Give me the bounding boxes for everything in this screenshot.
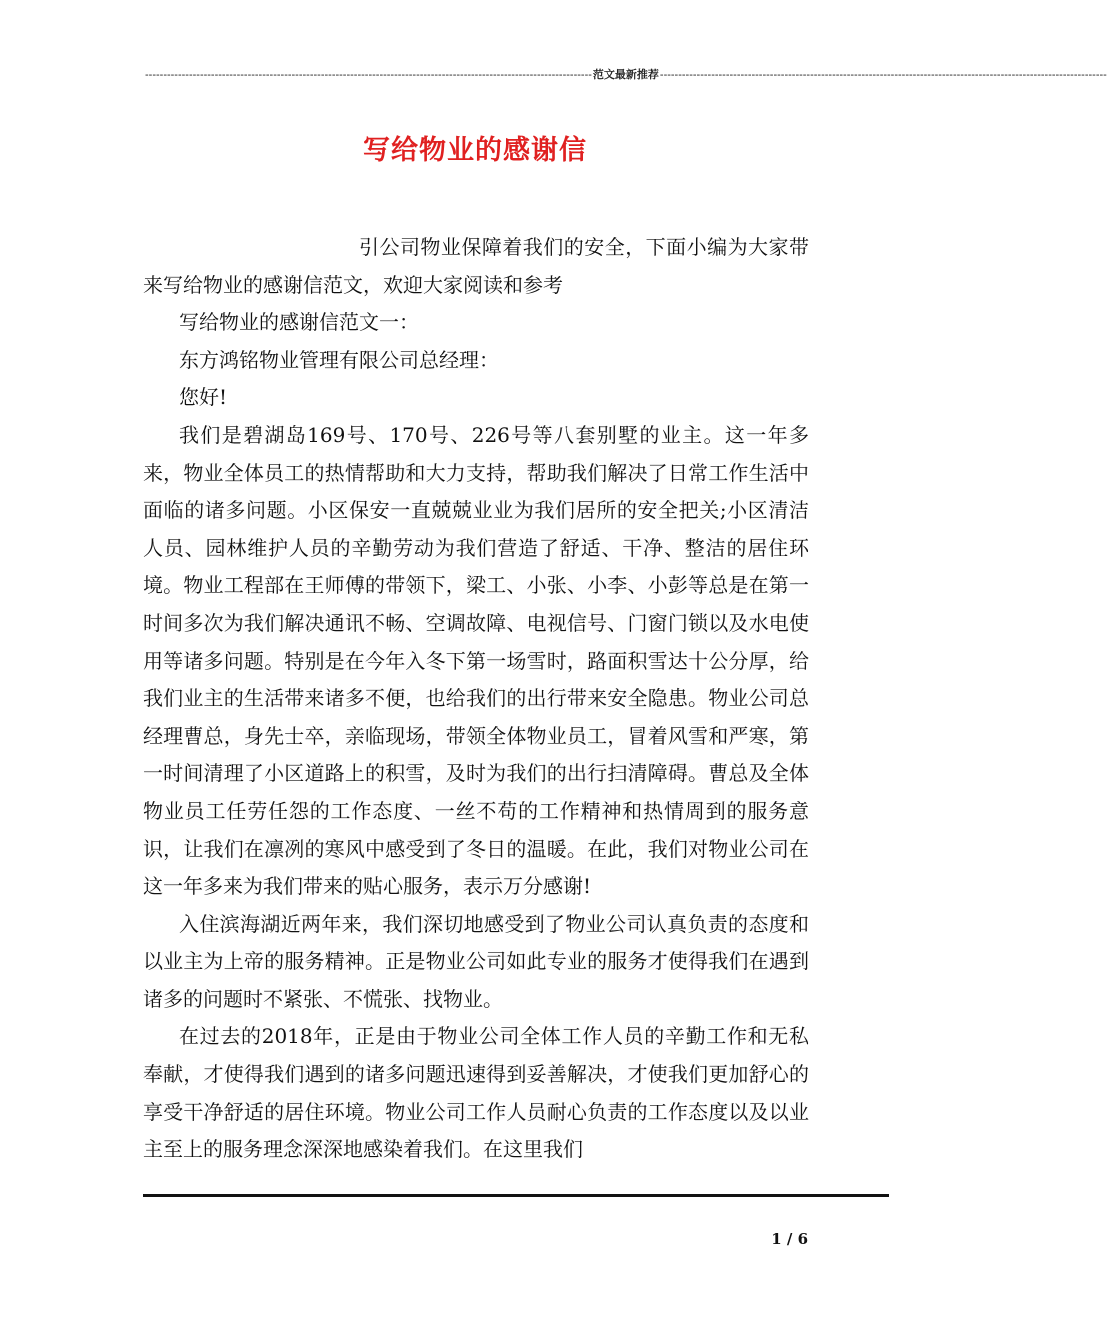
- header-dashes-left: --------------------------------------------------------------------------------------------------------------------------: [145, 69, 592, 81]
- document-body: [143, 229, 809, 1169]
- document-title: 写给物业的感谢信: [363, 135, 587, 166]
- intro-paragraph: 引公司物业保障着我们的安全，下面小编为大家带来写给物业的感谢信范文，欢迎大家阅读和参考: [143, 235, 809, 297]
- header-dashes-right: --------------------------------------------------------------------------------------------------------------------------: [659, 69, 1107, 81]
- letter-salutation-recipient: 东方鸿铭物业管理有限公司总经理：: [179, 347, 499, 372]
- footer-divider: [143, 1194, 889, 1197]
- body-paragraph: 我们是碧湖岛169号、170号、226号等八套别墅的业主。这一年多来，物业全体员工的热情帮助和大力支持，帮助我们解决了日常工作生活中面临的诸多问题。小区保安一直兢兢业业为我们居所的安全把关;小区清洁人员、园林维护人员的辛勤劳动为我们营造了舒适、干净、整洁的居住环境。物业工程部在王师傅的带领下，梁工、小张、小李、小彭等总是在第一时间多次为我们解决通讯不畅、空调故障、电视信号、门窗门锁以及水电使用等诸多问题。特别是在今年入冬下第一场雪时，路面积雪达十公分厚，给我们业主的生活带来诸多不便，也给我们的出行带来安全隐患。物业公司总经理曹总，身先士卒，亲临现场，带领全体物业员工，冒着风雪和严寒，第一时间清理了小区道路上的积雪，及时为我们的出行扫清障碍。曹总及全体物业员工任劳任怨的工作态度、一丝不苟的工作精神和热情周到的服务意识，让我们在凛冽的寒风中感受到了冬日的温暖。在此，我们对物业公司在这一年多来为我们带来的贴心服务，表示万分感谢!: [143, 422, 809, 899]
- body-paragraph: 在过去的2018年，正是由于物业公司全体工作人员的辛勤工作和无私奉献，才使得我们遇到的诸多问题迅速得到妥善解决，才使我们更加舒心的享受干净舒适的居住环境。物业公司工作人员耐心负责的工作态度以及以业主至上的服务理念深深地感染着我们。在这里我们: [143, 1024, 809, 1162]
- header-label: 范文最新推荐: [592, 69, 659, 81]
- section-heading: 写给物业的感谢信范文一：: [179, 310, 419, 335]
- letter-greeting: 您好!: [179, 385, 228, 410]
- page-number: 1 / 6: [771, 1230, 808, 1248]
- page-header: [145, 68, 1107, 82]
- body-paragraph: 入住滨海湖近两年来，我们深切地感受到了物业公司认真负责的态度和以业主为上帝的服务精神。正是物业公司如此专业的服务才使得我们在遇到诸多的问题时不紧张、不慌张、找物业。: [143, 911, 809, 1011]
